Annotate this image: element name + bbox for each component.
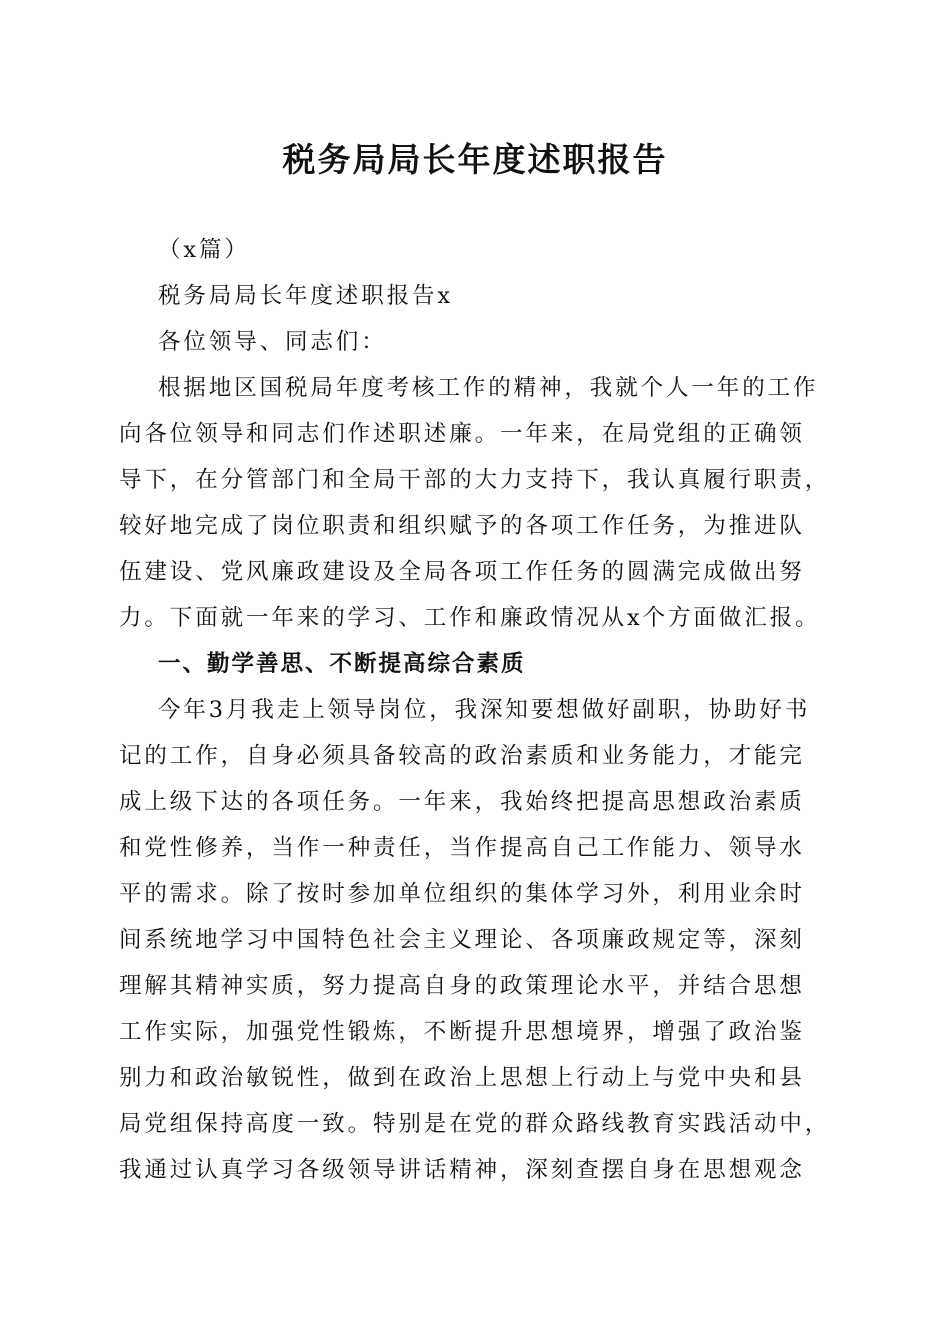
paragraph-line: 别力和政治敏锐性，做到在政治上思想上行动上与党中央和县 <box>119 1065 805 1091</box>
paragraph-line: 平的需求。除了按时参加单位组织的集体学习外，利用业余时 <box>119 881 805 907</box>
paragraph-line: 间系统地学习中国特色社会主义理论、各项廉政规定等，深刻 <box>119 927 805 953</box>
subtitle-report: 税务局局长年度述职报告x <box>158 283 453 309</box>
paragraph-line: 今年3月我走上领导岗位，我深知要想做好副职，协助好书 <box>158 697 811 723</box>
salutation: 各位领导、同志们： <box>158 329 387 355</box>
document-title: 税务局局长年度述职报告 <box>282 140 668 179</box>
paragraph-line: 力。下面就一年来的学习、工作和廉政情况从x个方面做汇报。 <box>119 605 821 631</box>
paragraph-line: 向各位领导和同志们作述职述廉。一年来，在局党组的正确领 <box>119 421 805 447</box>
paragraph-line: 较好地完成了岗位职责和组织赋予的各项工作任务，为推进队 <box>119 513 805 539</box>
paragraph-line: 伍建设、党风廉政建设及全局各项工作任务的圆满完成做出努 <box>119 559 805 585</box>
section-heading: 一、勤学善思、不断提高综合素质 <box>158 651 526 677</box>
document-body <box>119 227 831 1193</box>
paragraph-line: 我通过认真学习各级领导讲话精神，深刻查摆自身在思想观念 <box>119 1157 805 1183</box>
paragraph-line: 和党性修养，当作一种责任，当作提高自己工作能力、领导水 <box>119 835 805 861</box>
paragraph-line: 理解其精神实质，努力提高自身的政策理论水平，并结合思想 <box>119 973 805 999</box>
paragraph-line: 局党组保持高度一致。特别是在党的群众路线教育实践活动中， <box>119 1111 831 1137</box>
paragraph-line: 导下，在分管部门和全局干部的大力支持下，我认真履行职责， <box>119 467 831 493</box>
paragraph-line: 记的工作，自身必须具备较高的政治素质和业务能力，才能完 <box>119 743 805 769</box>
paragraph-line: 根据地区国税局年度考核工作的精神，我就个人一年的工作 <box>158 375 819 401</box>
paragraph-line: 成上级下达的各项任务。一年来，我始终把提高思想政治素质 <box>119 789 805 815</box>
paragraph-line: 工作实际，加强党性锻炼，不断提升思想境界，增强了政治鉴 <box>119 1019 805 1045</box>
subtitle-count: （x篇） <box>158 237 250 263</box>
